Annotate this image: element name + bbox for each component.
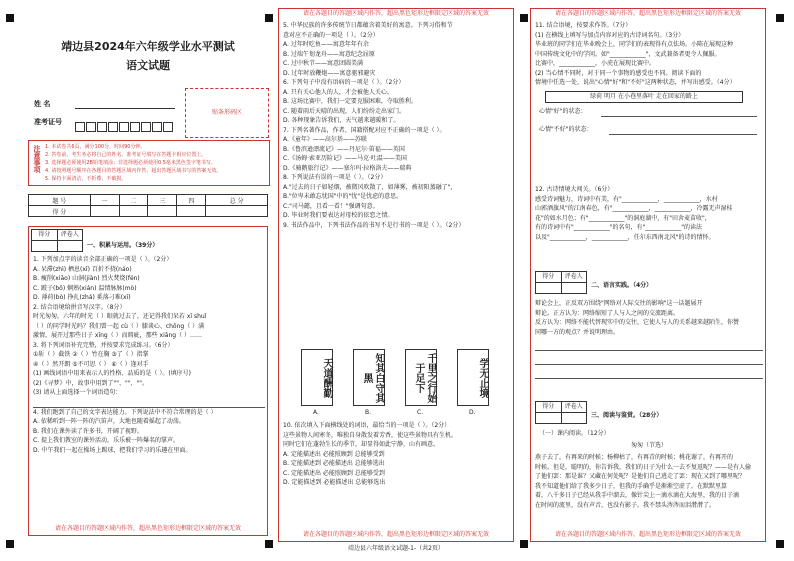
registration-mark: [6, 14, 14, 22]
passage-line: 时候。但是，聪明的，你告诉我，我们的日子为什么一去不复返呢？——是有人偷: [535, 463, 752, 471]
option-label: C.: [417, 409, 424, 416]
text-line: 比赛中，____________，小虎在展现比赛中。: [535, 60, 656, 67]
name-field[interactable]: [75, 108, 175, 109]
option-line: A. 依稀听到一阵一阵的汽笛声，大地也随着摇起了动荡。: [33, 418, 185, 425]
text-line: 以及"____________，____________，任尔东西南北风"的诗的情怀。: [535, 233, 715, 241]
text-line: 反方认为：网络不能代替现实中的交往，它使人与人的关系越来越陌生，你赞: [535, 319, 740, 326]
col2-questions-bottom: [283, 421, 511, 488]
score-header: 题 号: [29, 195, 91, 206]
question-line: (2) 当心情不同时，对于同一个事物的感受也不同。阅读下面的: [535, 69, 702, 77]
registration-mark: [776, 14, 784, 22]
registration-mark: [265, 540, 273, 548]
passage: [535, 453, 763, 510]
text-line: 感受诗词魅力，诗词中有美，有"____________，____________，水村: [535, 195, 718, 203]
answer-area-col2: [278, 8, 514, 542]
score-header: 一: [90, 195, 119, 206]
score-cell[interactable]: [90, 206, 119, 217]
score-label: 得分: [32, 230, 58, 240]
passage-line: 我不知道他们给了我多少日子，但我的手确乎是渐渐空虚了。在默默里算: [535, 482, 728, 490]
option-line: B.《鲁滨逊漂流记》——丹尼尔·笛福——英国: [283, 145, 405, 153]
option-line: B. 定能描述到 必能描述出 总能够选出: [283, 460, 385, 467]
col3-q11: [535, 21, 763, 88]
question-line: 7. 下列名著作品，作者、国籍搭配对应不正确的一项是（ ）。: [283, 126, 446, 134]
answer-line[interactable]: [33, 398, 265, 408]
col2-questions: [283, 21, 511, 230]
section-heading: 一、积累与运用。（39分）: [87, 242, 159, 249]
option-line: D.《骑鹅旅行记》——塞尔玛·拉格洛夫——瑞典: [283, 164, 412, 172]
option-label: D.: [469, 409, 476, 416]
notice-line: 2. 答卷前，考生务必将自己的姓名、准考证号填写在答题卡相应位置上。: [45, 152, 207, 158]
option-line: A. 呆滞(zhì) 栖息(xī) 百折不挠(náo): [33, 265, 132, 273]
reading-title: （一）课内阅读。（12分）: [539, 430, 610, 437]
score-cell[interactable]: [177, 206, 206, 217]
text-line: 时光匆匆，六年的时光（ ）眼就过去了，还记得我们呆若 xī shuǐ: [33, 313, 207, 320]
option-line: C. 过中秋节——寓意团圆美满: [283, 60, 364, 67]
mood-bad-label: 心情"不好"的状态：: [539, 126, 593, 133]
scorer-box: [535, 271, 587, 294]
barcode-sticker-area: 贴条形码区: [185, 88, 269, 138]
option-line: B. 我们在课外读了许多书，开阔了视野。: [33, 427, 143, 435]
text-line: 有的诗词中有"____________"的名句，有"____________"的读法: [535, 224, 703, 231]
score-cell[interactable]: [206, 206, 268, 217]
notice-label: 注意事项: [33, 145, 41, 173]
notice-line: 1. 本试卷共6页，满分100分，时间90分钟。: [45, 144, 146, 150]
question-line: 5. 中华民族的许多传统节日都蕴含着美好的寓意。下列习俗和节: [283, 22, 453, 29]
notice-line: 4. 请按照题号顺序在各题目的答题区域内作答，超出答题区域书写的答案无效。: [45, 168, 222, 174]
scorer-box: [31, 229, 83, 252]
name-label: 姓 名: [34, 100, 51, 108]
option-line: C. 跛子(bǒ) 娴熟(xián) 温情脉脉(mò): [33, 284, 137, 292]
option-line: C. 提上我们教室的课外活动，乐乐被一阵爆名的掌声。: [33, 437, 180, 444]
option-line: A."过去的日子如轻烟，被微风吹散了，如薄雾，被初阳蒸融了"，: [283, 183, 457, 191]
option-line: D. 毕业时我们要表达对母校的依恋之情。: [283, 212, 394, 219]
score-header: 二: [119, 195, 148, 206]
option-line: B. 过端午划龙舟——寓意纪念屈原: [283, 50, 375, 58]
option-line: D. 各种现象告诉我们，天气越来越暖和了。: [283, 117, 400, 124]
question-line: 9. 书法作品中，下列书法作品的书写不是行书的一项是（ ）。（2分）: [283, 221, 465, 229]
registration-mark: [520, 540, 528, 548]
option-line: A. 只有关心他人的人，才会被他人关心。: [283, 88, 393, 96]
score-row-label: 得 分: [29, 206, 91, 217]
text-line: 花"的如水月色；有"____________"的洞庭湖中，有"田舍麦苗收"，: [535, 214, 711, 222]
id-boxes[interactable]: [75, 117, 174, 136]
question-line: (1) 在横线上填写与加点内容对应的古诗词名句。（3分）: [535, 31, 685, 39]
text-line: 中国传统文化中的学问。如"____________"，文武兼备者更令人佩服。: [535, 50, 721, 58]
col1-questions: [33, 255, 265, 455]
passage-line: 在时间的流里，没有声音，也没有影子。我不禁头涔涔而泪潸潸了。: [535, 501, 716, 509]
registration-mark: [520, 14, 528, 22]
option-line: A. 定能描述出 必能照顾到 总能够受到: [283, 450, 385, 458]
answer-line[interactable]: [609, 125, 757, 135]
reviewer-label: 评卷人: [60, 231, 79, 238]
scorer-box: [535, 401, 587, 424]
text-line: 情境中任选一处，说出"心情"好"和"不好"这两种状态，并写出感受。（4分）: [535, 79, 736, 86]
reviewer-label: 评卷人: [564, 403, 583, 410]
calligraphy-b: 知其白守其黑: [353, 349, 385, 406]
registration-mark: [776, 540, 784, 548]
passage-line: 燕子去了，有再来的时候；杨柳枯了，有再青的时候；桃花谢了，有再开的: [535, 454, 734, 461]
option-line: B."位卑未敢忘忧国"中的"忧"是忧虑的意思。: [283, 193, 403, 200]
col3-section2: [535, 299, 763, 379]
option-line: D. 薄荷(bò) 挣扎(zhá) 奚落刁难(xī): [33, 294, 131, 301]
question-line: 12. 古诗情境大闯关。（6分）: [535, 186, 614, 193]
option-line: C. 随着雨后天晴的出现，人们纷纷走出家门。: [283, 107, 406, 115]
option-label: A.: [313, 409, 319, 416]
question-line: 3. 将下列词语补充完整，并按要求完成练习。（6分）: [33, 341, 174, 349]
score-header: 四: [177, 195, 206, 206]
red-notice-bottom: 请在各题目的答题区域内作答，超出黑色矩形边框限定区域的答案无效: [54, 525, 241, 532]
passage-line: 着，八千多日子已经从我手中溜去，像针尖上一滴水滴在大海里，我的日子滴: [535, 492, 740, 499]
option-line: D. 过年时放鞭炮——寓意驱邪避灾: [283, 69, 376, 77]
mood-good-label: 心情"好"的状态：: [539, 108, 587, 115]
text-line: (1) 画线词语中用来表示人的性格、品质的是（ ）。(填序号): [33, 370, 191, 377]
text-line: 激情，展开过那些日子 xīng（ ）而瑕疵，那些 xiāng（ ）……: [33, 332, 202, 339]
text-line: (3) 请从上面选择一个词语造句：: [33, 389, 122, 396]
option-line: C.《汤姆·索亚历险记》——马克·吐温——美国: [283, 155, 407, 162]
section-heading: 二、语言实践。（4分）: [591, 282, 653, 289]
answer-area-col1: [28, 226, 268, 536]
question-line: 1. 下列加点字的读音全部正确的一项是（ ）。（2分）: [33, 256, 173, 263]
question-line: 4. 我们跑到了自己的文字表达能力。下列说法中不符合常理的是（ ）: [33, 408, 217, 416]
registration-mark: [6, 540, 14, 548]
option-line: B. 这场比赛中，我们一定要克服困难，夺取胜利。: [283, 98, 417, 105]
option-label: B.: [365, 409, 372, 416]
text-line: 辩论会上，正反双方围绕"网络对人际交往的影响"这一话题展开: [535, 300, 703, 307]
option-line: D. 定能描述到 必能描述出 总能够选出: [283, 479, 386, 486]
col3-q12: [535, 185, 763, 242]
red-notice-bottom: 请在各题目的答题区域内作答，超出黑色矩形边框限定区域的答案无效: [554, 531, 741, 538]
notice-line: 3. 选择题必须使用2B铅笔填涂；非选择题必须使用0.5毫米黑色签字笔书写。: [45, 160, 216, 166]
text-line: 山郭酒旗风"的江南春色，有"____________，____________，冷露无声湿桂: [535, 205, 733, 212]
text-line: （ ）的同学时光吗？我们曾一起 cù（ ）膝谈心、chōng（ ）满: [33, 322, 205, 330]
text-line: 同哪一方的观点？并说明理由。: [535, 328, 620, 336]
answer-line[interactable]: [601, 107, 757, 117]
option-line: D. 中午我们一起在操场上踢球，把我们学习的乐趣在里面。: [33, 446, 192, 454]
option-line: A. 过年时吃鱼——寓意年年有余: [283, 41, 369, 48]
red-notice-top: 请在各题目的答题区域内作答，超出黑色矩形边框限定区域的答案无效: [554, 10, 741, 17]
text-line: ④（ ）然开朗 ⑤不可思（ ） ⑥（ ）逢对手: [33, 360, 149, 368]
question-line: 8. 下列说法有误的一项是（ ）。（2分）: [283, 174, 387, 181]
score-table: [28, 194, 268, 217]
calligraphy-d: 学无止境: [457, 349, 489, 406]
text-line: ①斩（ ）截铁 ②（ ）竹在胸 ③了（ ）指掌: [33, 351, 149, 358]
red-notice-top: 请在各题目的答题区域内作答，超出黑色矩形边框限定区域的答案无效: [302, 10, 489, 17]
notice-box: [28, 140, 270, 186]
exam-title: 靖边县2024年六年级学业水平测试: [61, 40, 235, 53]
text-line: 这些景物人间寒冬，唯独自身散发着芳香，使这些景物具有生机。: [283, 431, 458, 439]
subject-title: 语文试题: [126, 59, 170, 72]
question-line: 意对应不正确的一项是（ ）。（2分）: [283, 31, 379, 39]
passage-title: 匆匆（节选）: [630, 442, 667, 449]
text-line: 毕业班的同学们在毕业晚会上，同学们的表现得有点怯场。小陈在展现这种: [535, 41, 734, 48]
red-notice-bottom: 请在各题目的答题区域内作答，超出黑色矩形边框限定区域的答案无效: [302, 531, 489, 538]
section-heading: 三、阅读与鉴赏。（28分）: [591, 412, 663, 419]
question-line: 10. 依次填入下面横线处的词语，最恰当的一项是（ ）。（2分）: [283, 422, 451, 429]
id-label: 准考证号: [34, 118, 62, 126]
answer-area-col3: [530, 8, 766, 542]
text-line: (2)《寻梦》中，故事中用到了""、""、""。: [33, 379, 149, 387]
option-line: A.《童年》——高尔基——苏联: [283, 136, 367, 143]
score-cell[interactable]: [119, 206, 148, 217]
reviewer-label: 评卷人: [564, 273, 583, 280]
answer-line[interactable]: [535, 355, 763, 365]
score-label: 得分: [536, 402, 562, 412]
registration-mark: [265, 14, 273, 22]
text-line: 同时它们在蓬勃生长的季节，却显得如此宁静，山有画意。: [283, 441, 440, 448]
calligraphy-c: 千里之行始于足下: [405, 349, 437, 406]
option-line: C. 定能描述出 必能照顾到 总能够受到: [283, 469, 385, 477]
option-line: B. 瘦削(xiāo) 山洞(jiàn) 烈火焚烧(fén): [33, 275, 140, 282]
passage-line: 了他们罢：那是谁？又藏在何处呢？是他们自己逃走了罢：现在又到了哪里呢？: [535, 473, 746, 480]
option-line: C."司马懿，且看一看！"强调句意。: [283, 202, 379, 210]
page-footer: 靖边县六年级语文试题-1-（共2页）: [348, 545, 444, 552]
notice-line: 5. 保持卡面清洁，不折叠、不破损。: [45, 176, 127, 182]
answer-line[interactable]: [535, 369, 763, 379]
question-line: 6. 下列句子中没有语病的一项是（ ）。（2分）: [283, 79, 405, 86]
text-line: 辩论。正方认为：网络缩短了人与人之间的交流距离。: [535, 309, 680, 317]
score-header: 三: [148, 195, 177, 206]
score-cell[interactable]: [148, 206, 177, 217]
question-line: 2. 结合语境给拼音写汉字。（8分）: [33, 303, 126, 311]
score-label: 得分: [536, 272, 562, 282]
answer-line[interactable]: [535, 341, 763, 351]
calligraphy-a: 天道酬勤: [301, 349, 333, 406]
question-line: 11. 结合语境，按要求作答。（7分）: [535, 22, 632, 29]
word-box: 绿荷 明月 在小巷里落叶 走在回家的路上: [545, 91, 743, 103]
score-header: 总 分: [206, 195, 268, 206]
